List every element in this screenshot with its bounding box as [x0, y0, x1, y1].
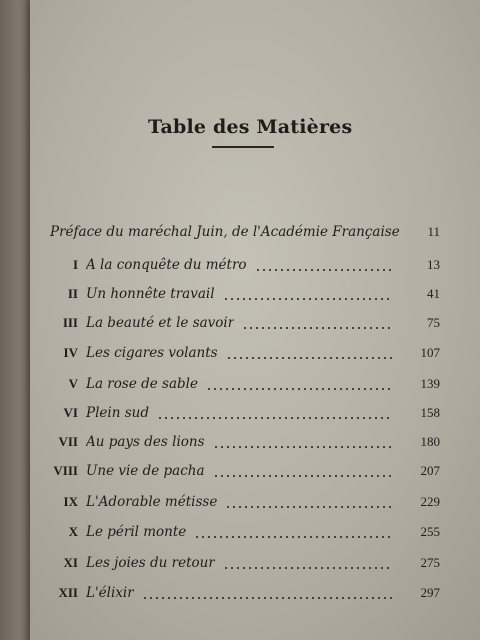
chapter-title: Préface du maréchal Juin, de l'Académie Française [50, 224, 400, 240]
toc-entry [38, 405, 440, 425]
chapter-number: V [68, 376, 78, 391]
chapter-title: Le péril monte [86, 524, 187, 540]
dot-leader [226, 357, 392, 359]
page-number: 158 [420, 405, 440, 420]
chapter-title: La beauté et le savoir [86, 315, 235, 331]
toc-entry [38, 463, 440, 483]
page-number: 255 [420, 524, 440, 539]
dot-leader [142, 597, 392, 599]
page-number: 13 [427, 257, 440, 272]
dot-leader [213, 475, 392, 477]
toc-entry [38, 315, 440, 335]
chapter-title: Un honnête travail [86, 286, 215, 302]
page-number: 107 [420, 345, 440, 360]
chapter-title: Une vie de pacha [86, 463, 205, 479]
chapter-number: XII [58, 585, 78, 600]
dot-leader [255, 269, 392, 271]
chapter-number: VIII [53, 463, 78, 478]
toc-entry [38, 286, 440, 306]
toc-entry [38, 555, 440, 575]
chapter-title: L'Adorable métisse [86, 494, 218, 510]
page-number: 297 [420, 585, 440, 600]
dot-leader [223, 298, 392, 300]
page-number: 180 [420, 434, 440, 449]
dot-leader [242, 327, 392, 329]
toc-entry [38, 494, 440, 514]
chapter-number: VII [58, 434, 78, 449]
page-number: 139 [420, 376, 440, 391]
chapter-number: X [68, 524, 78, 539]
page-number: 11 [427, 224, 440, 239]
dot-leader [223, 567, 392, 569]
dot-leader [213, 446, 392, 448]
chapter-number: IV [63, 345, 78, 360]
title-underline [212, 146, 274, 148]
toc-entry [38, 376, 440, 396]
chapter-number: XI [63, 555, 78, 570]
chapter-title: La rose de sable [86, 376, 198, 392]
chapter-title: A la conquête du métro [86, 257, 247, 273]
chapter-number: VI [63, 405, 78, 420]
chapter-number: IX [63, 494, 78, 509]
chapter-number: I [72, 257, 78, 272]
toc-entry [38, 257, 440, 277]
dot-leader [206, 388, 392, 390]
toc-entry [38, 224, 440, 244]
chapter-number: III [62, 315, 78, 330]
page-number: 41 [427, 286, 440, 301]
page-number: 275 [420, 555, 440, 570]
page-number: 229 [420, 494, 440, 509]
dot-leader [157, 417, 392, 419]
toc-entry [38, 434, 440, 454]
chapter-title: Plein sud [86, 405, 149, 421]
chapter-title: Les cigares volants [86, 345, 218, 361]
chapter-title: Les joies du retour [86, 555, 215, 571]
chapter-title: L'élixir [86, 585, 134, 601]
page-number: 207 [420, 463, 440, 478]
toc-entry [38, 345, 440, 365]
dot-leader [225, 506, 392, 508]
toc-entry [38, 524, 440, 544]
dot-leader [194, 536, 392, 538]
page-number: 75 [427, 315, 440, 330]
page-title: Table des Matières [148, 116, 353, 138]
toc-entry [38, 585, 440, 605]
chapter-title: Au pays des lions [86, 434, 205, 450]
chapter-number: II [67, 286, 78, 301]
